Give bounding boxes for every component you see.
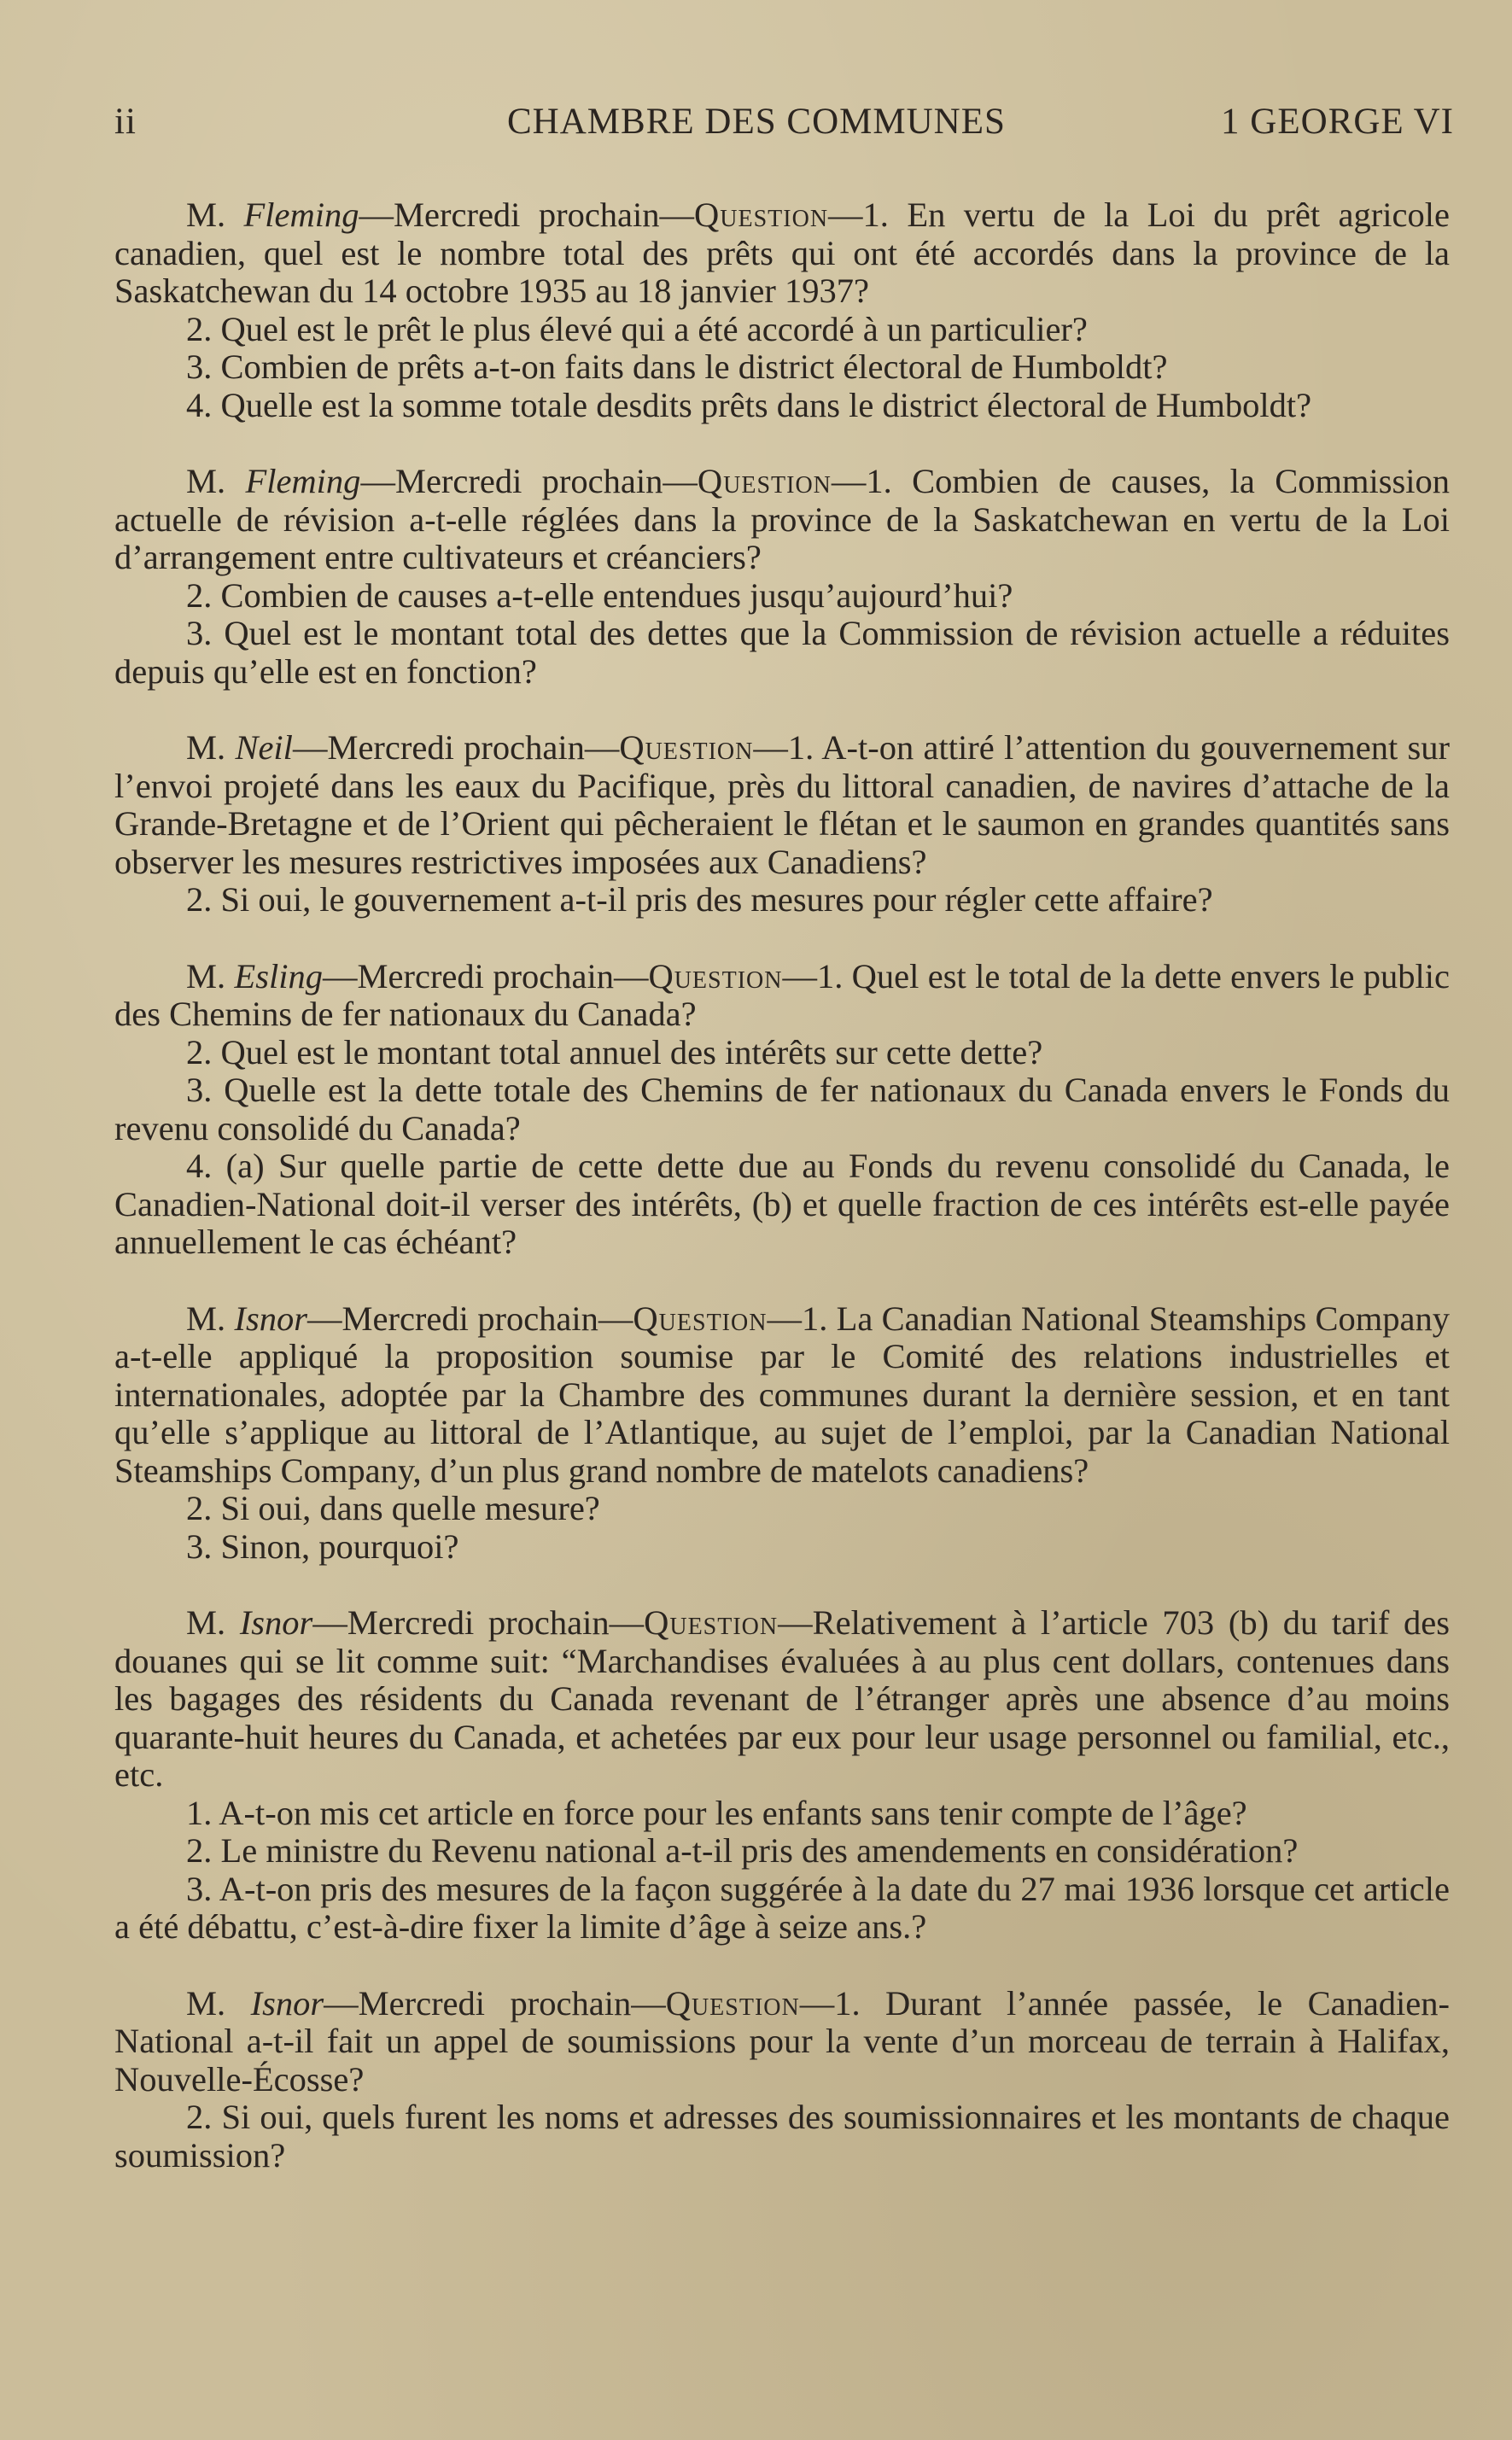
question-item: [114, 1071, 1450, 1147]
question-intro: [114, 1300, 1450, 1491]
notice-date: —Mercredi prochain—: [324, 1983, 666, 2023]
question-block: [114, 1604, 1450, 1947]
question-item: [114, 348, 1450, 387]
question-text: —1. A-t-on attiré l’attention du gouvernement sur l’envoi projeté dans les eaux du Pacifique, près du littoral canadien, de navires d’attache de la Grande-Bretagne et de l’Orient qui pêcheraient le flétan et le saumon en grandes quantités sans observer les mesures restrictives imposées aux Canadiens?: [114, 728, 1451, 881]
notice-date: —Mercredi prochain—: [360, 462, 698, 500]
question-text: 2. Si oui, dans quelle mesure?: [186, 1489, 600, 1527]
question-item: [114, 1795, 1450, 1833]
question-item: [114, 1490, 1450, 1528]
question-item: [114, 1147, 1450, 1262]
member-prefix: M.: [186, 728, 236, 767]
question-item: [114, 1528, 1450, 1567]
question-text: 1. A-t-on mis cet article en force pour les enfants sans tenir compte de l’âge?: [186, 1793, 1247, 1832]
question-item: [114, 2099, 1450, 2174]
question-block: [114, 1985, 1450, 2175]
question-text: —1. Quel est le total de la dette envers le public des Chemins de fer nationaux du Canada?: [114, 956, 1450, 1033]
notice-date: —Mercredi prochain—: [323, 956, 649, 995]
question-label: Question: [633, 1299, 768, 1338]
member-name: Isnor: [250, 1983, 324, 2023]
question-text: 2. Si oui, le gouvernement a-t-il pris des mesures pour régler cette affaire?: [186, 880, 1213, 919]
running-title: CHAMBRE DES COMMUNES: [507, 102, 1006, 142]
question-text: 2. Combien de causes a-t-elle entendues jusqu’aujourd’hui?: [186, 575, 1013, 615]
question-item: [114, 311, 1450, 349]
member-prefix: M.: [186, 462, 246, 500]
question-item: [114, 881, 1450, 919]
page-number: ii: [114, 102, 137, 142]
question-label: Question: [694, 196, 829, 234]
session-label: 1 GEORGE VI: [1221, 102, 1454, 142]
question-label: Question: [697, 462, 832, 500]
question-item: [114, 615, 1450, 691]
question-text: 3. Combien de prêts a-t-on faits dans le district électoral de Humboldt?: [186, 347, 1168, 386]
member-prefix: M.: [186, 956, 235, 995]
notice-date: —Mercredi prochain—: [292, 728, 620, 767]
member-name: Fleming: [243, 196, 359, 234]
question-text: 3. A-t-on pris des mesures de la façon suggérée à la date du 27 mai 1936 lorsque cet article a été débattu, c’est-à-dire fixer la limite d’âge à seize ans.?: [114, 1869, 1450, 1946]
question-intro: [114, 1604, 1450, 1795]
question-item: [114, 1832, 1450, 1871]
member-prefix: M.: [186, 1299, 235, 1338]
notice-date: —Mercredi prochain—: [359, 196, 695, 234]
member-prefix: M.: [186, 1603, 240, 1642]
member-name: Isnor: [234, 1299, 307, 1338]
question-label: Question: [644, 1603, 779, 1642]
question-text: —1. La Canadian National Steamships Company a-t-elle appliqué la proposition soumise par le Comité des relations industrielles et internationales, adoptée par la Chambre des communes durant la dernière session, et en tant qu’elle s’applique au littoral de l’Atlantique, au sujet de l’emploi, par la Canadian National Steamships Company, d’un plus grand nombre de matelots canadiens?: [114, 1299, 1451, 1490]
question-text: 2. Si oui, quels furent les noms et adresses des soumissionnaires et les montants de chaque soumission?: [114, 2098, 1450, 2174]
question-intro: [114, 958, 1450, 1034]
question-intro: [114, 196, 1450, 311]
question-text: 4. (a) Sur quelle partie de cette dette due au Fonds du revenu consolidé du Canada, le Canadien-National doit-il verser des intérêts, (b) et quelle fraction de ces intérêts est-elle payée annuellement le cas échéant?: [114, 1147, 1450, 1261]
question-block: [114, 958, 1450, 1262]
question-intro: [114, 729, 1450, 881]
question-text: 3. Sinon, pourquoi?: [186, 1526, 459, 1566]
question-item: [114, 1871, 1450, 1947]
member-name: Isnor: [239, 1603, 313, 1642]
member-prefix: M.: [186, 196, 244, 234]
notice-date: —Mercredi prochain—: [306, 1299, 633, 1338]
question-item: [114, 387, 1450, 425]
question-label: Question: [648, 956, 783, 995]
question-block: [114, 729, 1450, 919]
questions-body: [114, 196, 1450, 2213]
question-text: 2. Le ministre du Revenu national a-t-il pris des amendements en considération?: [186, 1831, 1299, 1870]
member-prefix: M.: [186, 1983, 251, 2023]
question-intro: [114, 1985, 1450, 2099]
question-text: —Relativement à l’article 703 (b) du tarif des douanes qui se lit comme suit: “Marchandises évaluées à au plus cent dollars, contenues dans les bagages des résidents du Canada revenant de l’étranger après une absence d’au moins quarante-huit heures du Canada, et achetées par eux pour leur usage personnel ou familial, etc., etc.: [114, 1603, 1451, 1794]
question-item: [114, 1034, 1450, 1072]
question-block: [114, 196, 1450, 424]
member-name: Esling: [234, 956, 323, 995]
question-text: 4. Quelle est la somme totale desdits prêts dans le district électoral de Humboldt?: [186, 385, 1312, 424]
question-text: 2. Quel est le prêt le plus élevé qui a été accordé à un particulier?: [186, 309, 1088, 348]
question-text: 2. Quel est le montant total annuel des intérêts sur cette dette?: [186, 1032, 1043, 1071]
notice-date: —Mercredi prochain—: [312, 1603, 645, 1642]
question-text: —1. Combien de causes, la Commission actuelle de révision a-t-elle réglées dans la province de la Saskatchewan en vertu de la Loi d’arrangement entre cultivateurs et créanciers?: [114, 462, 1450, 576]
member-name: Fleming: [245, 462, 361, 500]
question-item: [114, 577, 1450, 616]
question-text: —1. Durant l’année passée, le Canadien-National a-t-il fait un appel de soumissions pour la vente d’un morceau de terrain à Halifax, Nouvelle-Écosse?: [114, 1983, 1451, 2099]
running-header: [114, 101, 1454, 152]
question-text: 3. Quel est le montant total des dettes que la Commission de révision actuelle a réduites depuis qu’elle est en fonction?: [114, 614, 1450, 691]
question-text: 3. Quelle est la dette totale des Chemins de fer nationaux du Canada envers le Fonds du revenu consolidé du Canada?: [114, 1071, 1450, 1147]
question-label: Question: [619, 728, 754, 767]
question-block: [114, 463, 1450, 691]
question-text: —1. En vertu de la Loi du prêt agricole canadien, quel est le nombre total des prêts qui ont été accordés dans la province de la Saskatchewan du 14 octobre 1935 au 18 janvier 1937?: [114, 196, 1450, 310]
question-block: [114, 1300, 1450, 1567]
member-name: Neil: [235, 728, 293, 767]
question-label: Question: [665, 1983, 800, 2023]
question-intro: [114, 463, 1450, 577]
